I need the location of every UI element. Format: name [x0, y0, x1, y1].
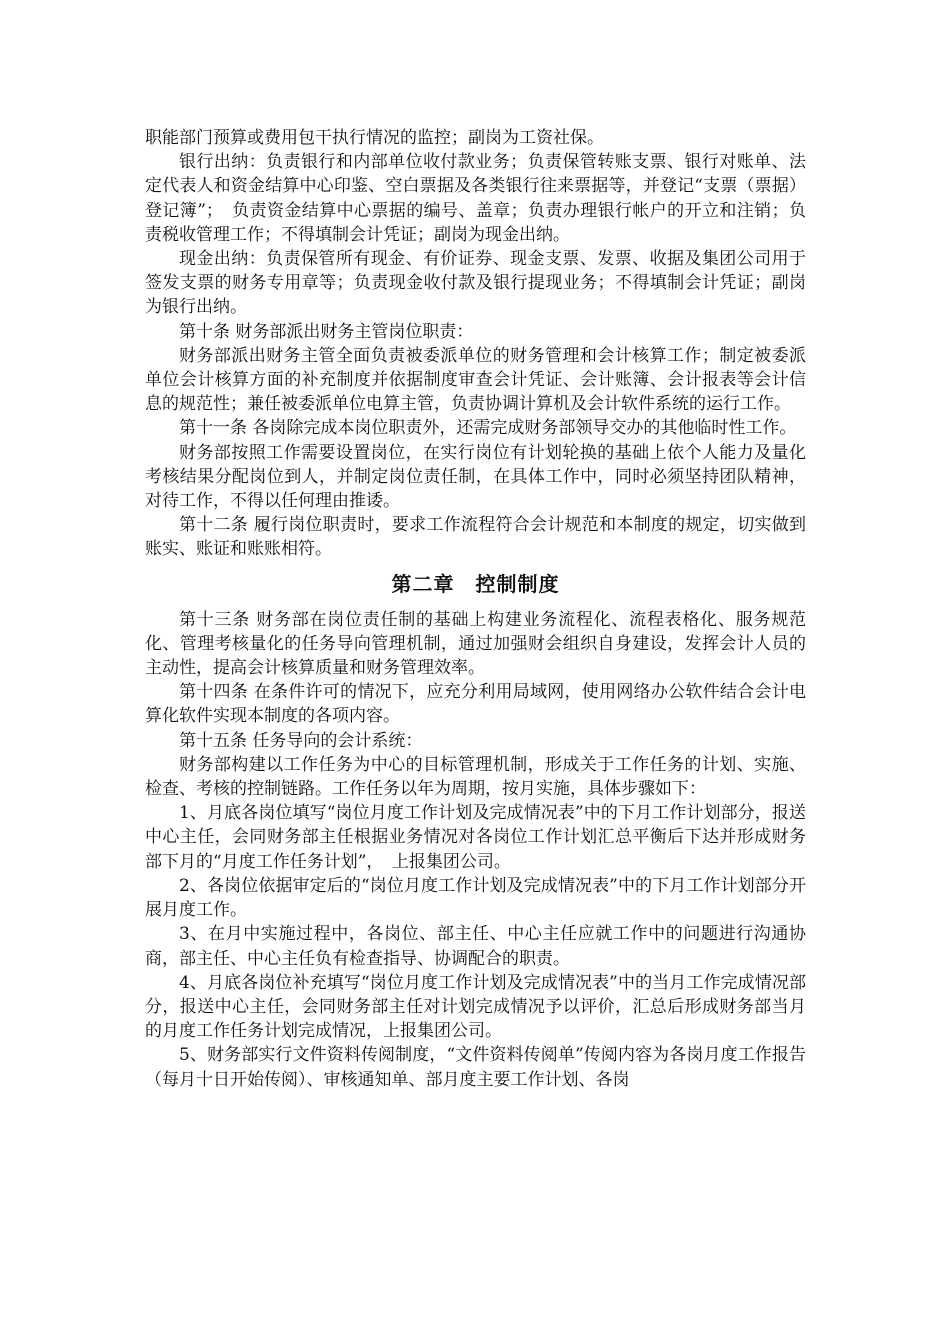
document-page — [145, 126, 806, 1092]
section-before — [145, 126, 806, 562]
paragraph: 第十二条 履行岗位职责时，要求工作流程符合会计规范和本制度的规定，切实做到账实、账证和账账相符。 — [145, 515, 806, 560]
list-item: 2、各岗位依据审定后的“岗位月度工作计划及完成情况表”中的下月工作计划部分开展月度工作。 — [145, 875, 806, 921]
list-item: 1、月底各岗位填写“岗位月度工作计划及完成情况表”中的下月工作计划部分，报送中心主任，会同财务部主任根据业务情况对各岗位工作计划汇总平衡后下达并形成财务部下月的“月度工作任务计划”， 上报集团公司。 — [145, 803, 806, 872]
section-after — [145, 608, 806, 1092]
chapter-heading: 第二章 控制制度 — [391, 571, 560, 596]
article-heading: 第十条 财务部派出财务主管岗位职责： — [179, 321, 474, 342]
paragraph: 第十三条 财务部在岗位责任制的基础上构建业务流程化、流程表格化、服务规范化、管理考核量化的任务导向管理机制，通过加强财会组织自身建设，发挥会计人员的主动性，提高会计核算质量和财务管理效率。 — [145, 609, 806, 679]
list-item: 5、财务部实行文件资料传阅制度，“文件资料传阅单”传阅内容为各岗月度工作报告（每月十日开始传阅）、审核通知单、部月度主要工作计划、各岗 — [145, 1045, 806, 1090]
paragraph: 现金出纳：负责保管所有现金、有价证券、现金支票、发票、收据及集团公司用于签发支票的财务专用章等；负责现金收付款及银行提现业务；不得填制会计凭证；副岗为银行出纳。 — [145, 249, 806, 318]
paragraph: 第十四条 在条件许可的情况下，应充分利用局域网，使用网络办公软件结合会计电算化软件实现本制度的各项内容。 — [145, 682, 806, 727]
paragraph: 银行出纳：负责银行和内部单位收付款业务；负责保管转账支票、银行对账单、法定代表人和资金结算中心印鉴、空白票据及各类银行往来票据等，并登记“支票（票据）登记簿”； 负责资金结算中心票据的编号、盖章；负责办理银行帐户的开立和注销；负责税收管理工作；不得填制会计凭证；副岗为现金出纳。 — [145, 152, 806, 245]
paragraph: 职能部门预算或费用包干执行情况的监控；副岗为工资社保。 — [145, 128, 604, 148]
paragraph: 财务部派出财务主管全面负责被委派单位的财务管理和会计核算工作；制定被委派单位会计核算方面的补充制度并依据制度审查会计凭证、会计账簿、会计报表等会计信息的规范性；兼任被委派单位电算主管，负责协调计算机及会计软件系统的运行工作。 — [145, 345, 806, 415]
article-heading: 第十五条 任务导向的会计系统： — [179, 730, 423, 751]
paragraph: 第十一条 各岗除完成本岗位职责外，还需完成财务部领导交办的其他临时性工作。 — [179, 418, 797, 439]
paragraph: 财务部构建以工作任务为中心的目标管理机制，形成关于工作任务的计划、实施、检查、考核的控制链路。工作任务以年为周期，按月实施，具体步骤如下： — [145, 754, 806, 800]
list-item: 4、月底各岗位补充填写“岗位月度工作计划及完成情况表”中的当月工作完成情况部分，报送中心主任，会同财务部主任对计划完成情况予以评价，汇总后形成财务部当月的月度工作任务计划完成情况，上报集团公司。 — [145, 972, 806, 1042]
list-item: 3、在月中实施过程中，各岗位、部主任、中心主任应就工作中的问题进行沟通协商，部主任、中心主任负有检查指导、协调配合的职责。 — [145, 924, 806, 969]
paragraph: 财务部按照工作需要设置岗位，在实行岗位有计划轮换的基础上依个人能力及量化考核结果分配岗位到人，并制定岗位责任制，在具体工作中，同时必须坚持团队精神，对待工作，不得以任何理由推诿。 — [145, 442, 806, 512]
